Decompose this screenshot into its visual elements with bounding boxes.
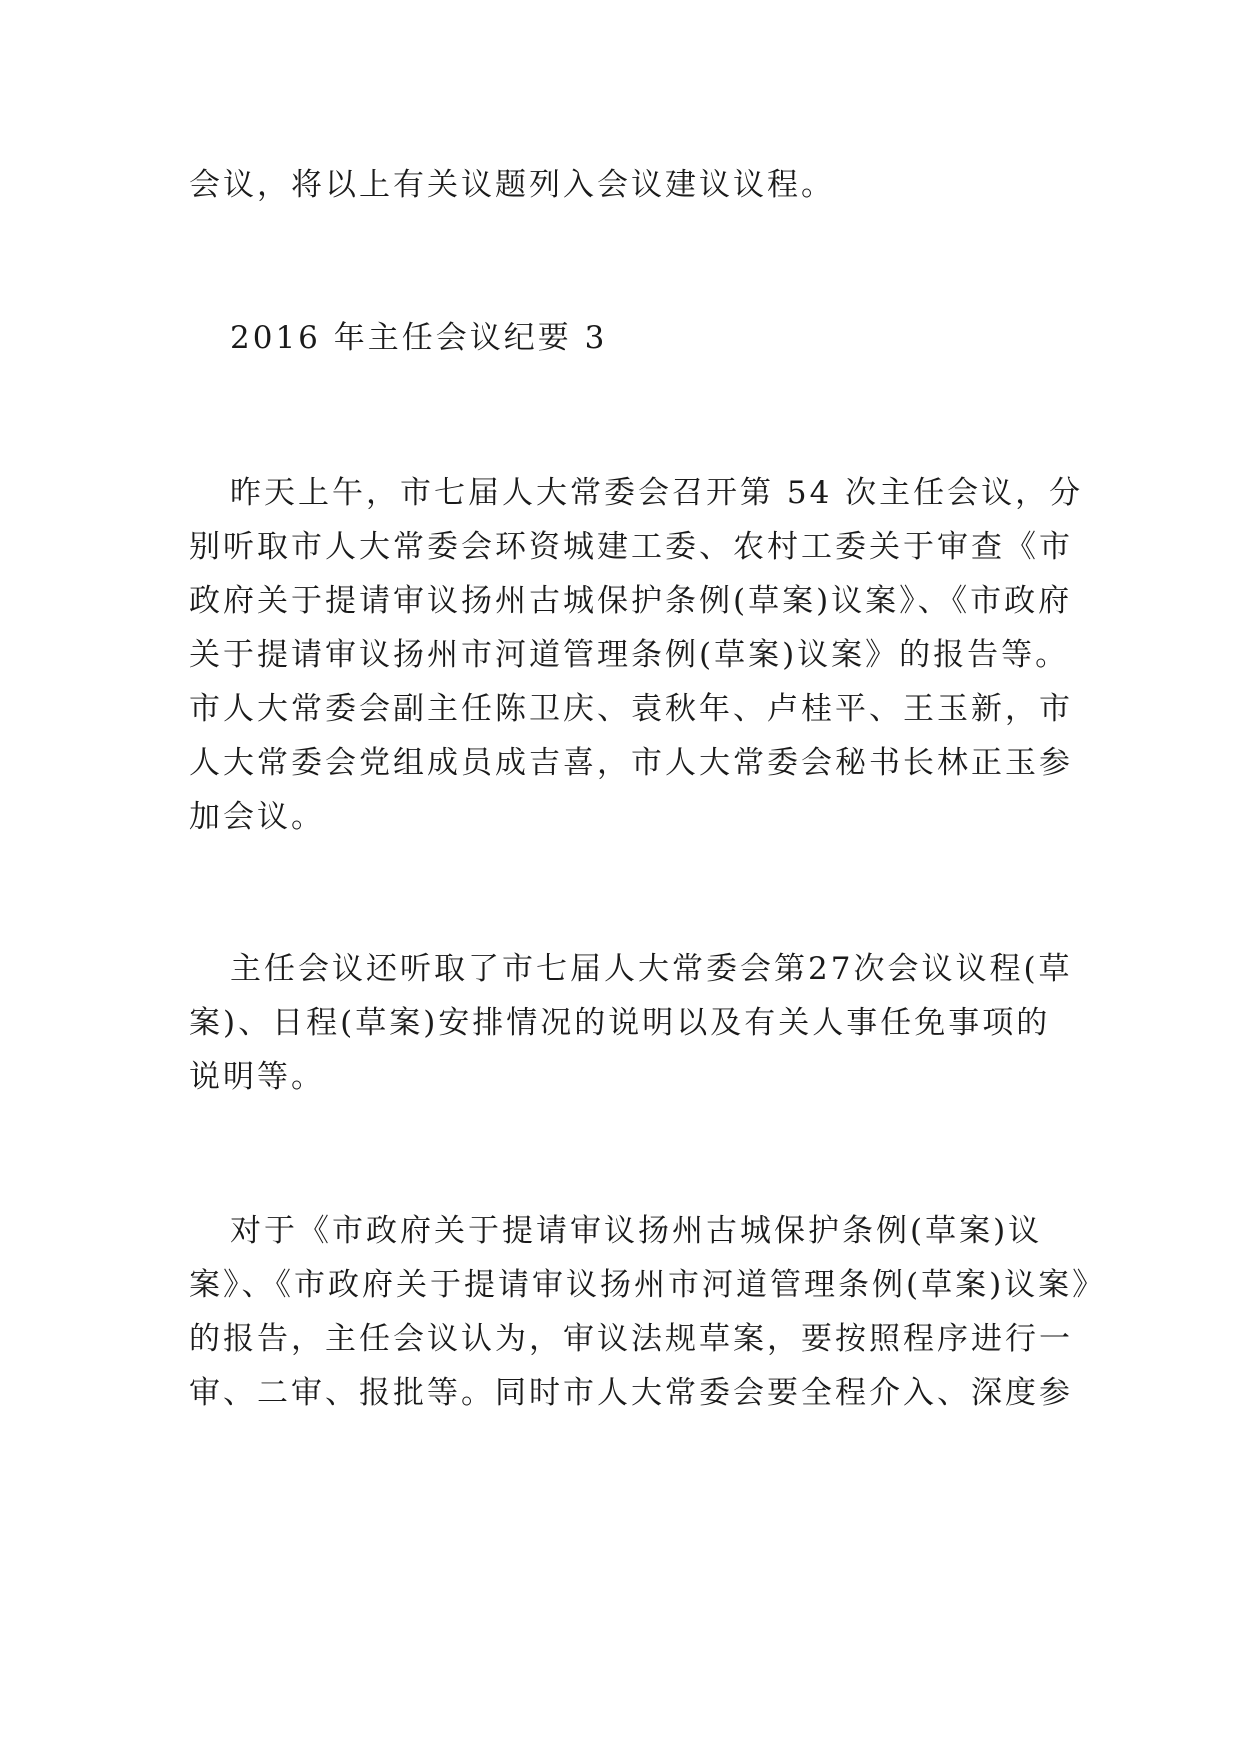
paragraph-line: 说明等。 [189, 1059, 325, 1095]
paragraph-line: 会议，将以上有关议题列入会议建议议程。 [189, 167, 835, 203]
paragraph-line: 政府关于提请审议扬州古城保护条例(草案)议案》、《市政府 [189, 583, 1073, 619]
paragraph-line: 的报告，主任会议认为，审议法规草案，要按照程序进行一 [189, 1321, 1073, 1357]
paragraph-line: 人大常委会党组成员成吉喜，市人大常委会秘书长林正玉参 [189, 745, 1073, 781]
paragraph-line: 市人大常委会副主任陈卫庆、袁秋年、卢桂平、王玉新，市 [189, 691, 1073, 727]
paragraph-line: 案》、《市政府关于提请审议扬州市河道管理条例(草案)议案》 [189, 1267, 1107, 1303]
paragraph-line: 昨天上午，市七届人大常委会召开第 54 次主任会议，分 [230, 475, 1084, 511]
paragraph-line: 别听取市人大常委会环资城建工委、农村工委关于审查《市 [189, 529, 1073, 565]
paragraph-line: 审、二审、报批等。同时市人大常委会要全程介入、深度参 [189, 1375, 1073, 1411]
paragraph-line: 对于《市政府关于提请审议扬州古城保护条例(草案)议 [230, 1213, 1043, 1249]
section-heading: 2016 年主任会议纪要 3 [230, 320, 608, 356]
paragraph-line: 加会议。 [189, 799, 325, 835]
paragraph-line: 关于提请审议扬州市河道管理条例(草案)议案》的报告等。 [189, 637, 1070, 673]
paragraph-line: 案)、日程(草案)安排情况的说明以及有关人事任免事项的 [189, 1005, 1051, 1041]
paragraph-line: 主任会议还听取了市七届人大常委会第27次会议议程(草 [230, 951, 1073, 987]
